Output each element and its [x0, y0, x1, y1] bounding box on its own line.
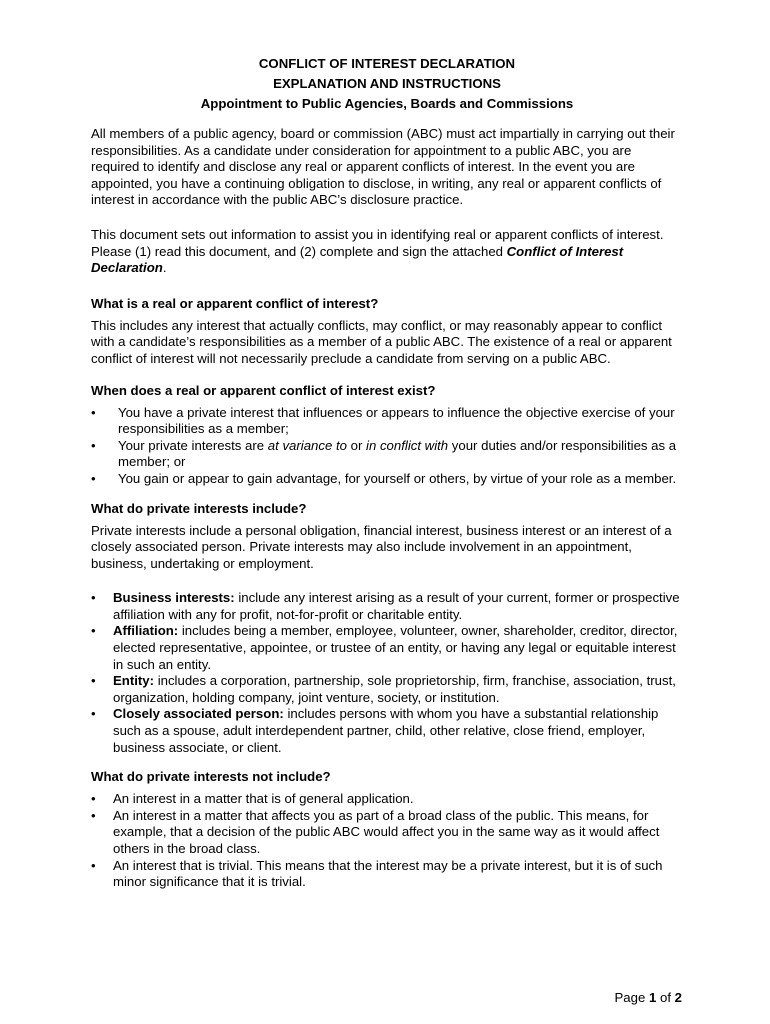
list-item-text: You have a private interest that influences or appears to influence the objective exercise of your responsibilities as a member; [118, 404, 675, 437]
list-item-text: You gain or appear to gain advantage, for yourself or others, by virtue of your role as a member. [118, 470, 677, 486]
list-item-text: An interest that is trivial. This means that the interest may be a private interest, but it is of such minor significance that it is trivial. [113, 857, 663, 890]
section-heading-conflict-exists: When does a real or apparent conflict of interest exist? [91, 382, 436, 398]
list-item-text: An interest in a matter that is of general application. [113, 791, 414, 807]
conflict-definition-paragraph: This includes any interest that actually conflicts, may conflict, or may reasonably appear to conflict with a candidate’s responsibilities as a member of a public ABC. The existence of a real or apparent conflict of interest will not necessarily preclude a candidate from serving on a public ABC. [91, 317, 672, 366]
current-page: 1 [648, 990, 657, 1005]
list-item [91, 706, 683, 756]
list-item-text: An interest in a matter that affects you as part of a broad class of the public. This means, for example, that a decision of the public ABC would affect you in the same way as it would affect others in the broad class. [113, 807, 660, 856]
declaration-reference: Conflict of Interest Declaration [91, 243, 624, 276]
bullet-icon: • [91, 673, 96, 689]
bullet-icon: • [91, 857, 96, 873]
document-title-block [91, 54, 683, 114]
document-subtitle: EXPLANATION AND INSTRUCTIONS [273, 76, 501, 91]
bullet-icon: • [91, 470, 96, 486]
list-item-text: your duties and/or responsibilities as a member; or [118, 437, 677, 470]
private-interests-paragraph: Private interests include a personal obligation, financial interest, business interest or an interest of a closely associated person. Private interests may also include involvement in an appointment, business, undertaking or employment. [91, 522, 672, 571]
list-item [91, 405, 683, 438]
list-item-text: includes persons with whom you have a substantial relationship such as a spouse, adult interdependent partner, child, other relative, close friend, employer, business associate, or client. [113, 706, 659, 755]
list-item-text: includes being a member, employee, volunteer, owner, shareholder, creditor, director, elected representative, appointee, or trustee of an entity, or having any legal or equitable interest in such an entity. [113, 623, 678, 672]
term-closely-associated-person: Closely associated person: [113, 706, 284, 722]
intro-paragraph-2-end: . [162, 260, 167, 276]
bullet-icon: • [91, 791, 96, 807]
bullet-icon: • [91, 404, 96, 420]
conflict-conditions-list [91, 405, 683, 488]
bullet-icon: • [91, 807, 96, 823]
list-item-text: include any interest arising as a result of your current, former or prospective affiliation with any for profit, not-for-profit or charitable entity. [113, 590, 680, 622]
list-item [91, 590, 683, 623]
list-item-emphasis: in conflict with [366, 437, 449, 453]
intro-paragraph-2 [91, 227, 683, 277]
list-item [91, 471, 683, 488]
section-heading-private-interests-exclude: What do private interests not include? [91, 769, 331, 785]
intro-paragraph-1: All members of a public agency, board or commission (ABC) must act impartially in carrying out their responsibilities. As a candidate under consideration for appointment to a public ABC, you are required to identify and disclose any real or apparent conflicts of interest. In the event you are appointed, you have a continuing obligation to disclose, in writing, any real or apparent conflicts of interest in accordance with the public ABC’s disclosure practice. [91, 126, 675, 208]
term-business-interests: Business interests: [113, 590, 235, 606]
list-item [91, 673, 683, 706]
private-interests-exclusions-list [91, 791, 683, 891]
page-label: Page [614, 990, 646, 1005]
list-item-text: or [346, 437, 367, 453]
document-scope: Appointment to Public Agencies, Boards and Commissions [200, 96, 574, 111]
page-of-label: of [659, 990, 671, 1005]
list-item-text: includes a corporation, partnership, sole proprietorship, firm, franchise, association, trust, organization, holding company, joint venture, society, or institution. [113, 673, 676, 705]
page-number [614, 990, 682, 1005]
list-item-emphasis: at variance to [267, 437, 347, 453]
term-entity: Entity: [113, 673, 155, 689]
total-pages: 2 [674, 990, 682, 1005]
list-item-text: Your private interests are [118, 437, 268, 453]
list-item [91, 808, 683, 858]
list-item [91, 791, 683, 808]
bullet-icon: • [91, 623, 96, 639]
bullet-icon: • [91, 437, 96, 453]
bullet-icon: • [91, 706, 96, 722]
list-item [91, 438, 683, 471]
bullet-icon: • [91, 590, 96, 606]
document-title: CONFLICT OF INTEREST DECLARATION [258, 56, 516, 71]
list-item [91, 623, 683, 673]
document-body [91, 54, 683, 891]
intro-paragraph-2-text: This document sets out information to assist you in identifying real or apparent conflicts of interest. Please (1) read this document, and (2) complete and sign the attached [91, 226, 664, 259]
section-heading-conflict-definition: What is a real or apparent conflict of interest? [91, 295, 379, 311]
private-interests-list [91, 590, 683, 756]
section-heading-private-interests-include: What do private interests include? [91, 500, 307, 516]
list-item [91, 858, 683, 891]
term-affiliation: Affiliation: [113, 623, 179, 639]
